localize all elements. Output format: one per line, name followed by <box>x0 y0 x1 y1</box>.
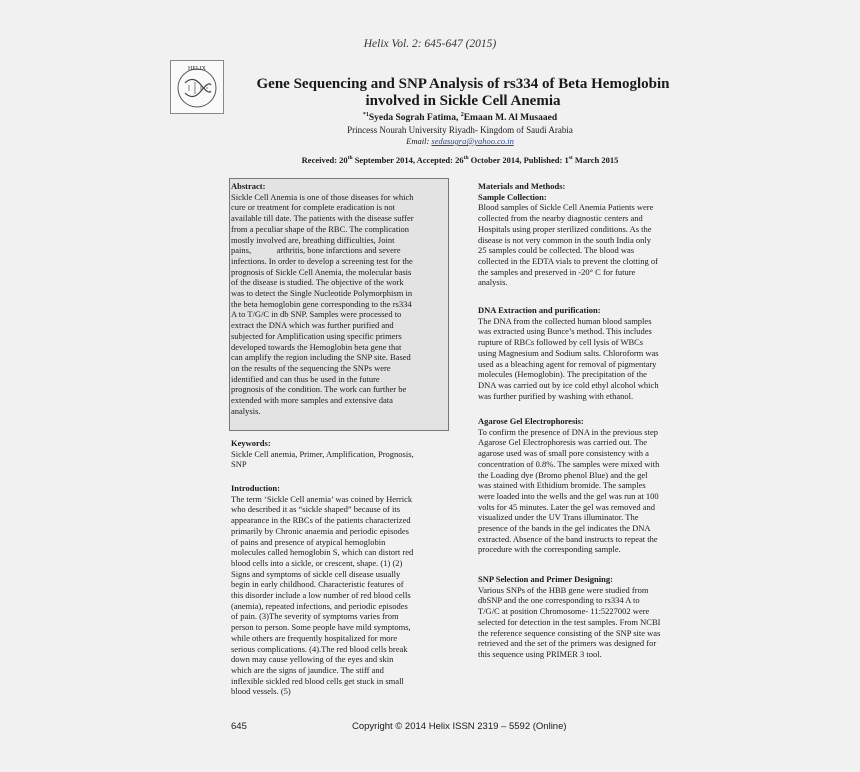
author-list <box>230 112 690 123</box>
dna-extraction-section <box>478 305 690 401</box>
intro-line: Signs and symptoms of sickle cell disease usually <box>231 568 401 579</box>
dna-line: used as a bleaching agent for removal of pigmentary <box>478 358 657 369</box>
introduction-heading: Introduction: <box>231 483 280 493</box>
abstract-line: can amplify the region including the SNP site. Based <box>231 352 411 363</box>
abstract-line: A to T/G/C in db SNP. Samples were processed to <box>231 309 402 320</box>
abstract-line: subjected for Amplification using specific primers <box>231 330 402 341</box>
keywords-line: SNP <box>231 459 247 470</box>
abstract-line: of the disease is studied. The objective of the work <box>231 277 404 288</box>
snp-line: T/G/C at position Chromosome- 11:5227002 were <box>478 606 650 617</box>
intro-line: serious complications. (4).The red blood cells break <box>231 643 408 654</box>
dna-line: DNA was carried out by ice cold ethyl alcohol which <box>478 379 659 390</box>
abstract-section <box>231 181 446 416</box>
snp-selection-section <box>478 574 690 660</box>
dna-line: was further purified by washing with ethanol. <box>478 390 634 401</box>
agarose-line: the Loading dye (Bromo phenol Blue) and the gel <box>478 469 648 480</box>
intro-line: which are the signs of jaundice. The stiff and <box>231 664 384 675</box>
affiliation: Princess Nourah University Riyadh- Kingdom of Saudi Arabia <box>347 125 573 135</box>
agarose-line: was stained with Ethidium bromide. The samples <box>478 480 646 491</box>
received-date-suffix: th <box>347 155 353 162</box>
snp-line: Various SNPs of the HBB gene were studied from <box>478 584 649 595</box>
abstract-line: infections. In order to develop a screening test for the <box>231 255 413 266</box>
journal-header: Helix Vol. 2: 645-647 (2015) <box>363 38 497 50</box>
snp-line: dbSNP and the one corresponding to rs334 A to <box>478 595 640 606</box>
intro-line: begin in early childhood. Characteristic features of <box>231 579 404 590</box>
intro-line: appearance in the RBCs of the patients characterized <box>231 515 411 526</box>
abstract-line: prognosis of the condition. The work can further be <box>231 384 407 395</box>
abstract-line: prognosis of Sickle Cell Anemia, the molecular basis <box>231 266 412 277</box>
page-number: 645 <box>231 721 247 732</box>
abstract-heading: Abstract: <box>231 181 266 191</box>
intro-line: The term ‘Sickle Cell anemia’ was coined by Herrick <box>231 493 413 504</box>
author1-affiliation-mark: *1 <box>362 112 369 118</box>
agarose-line: visualized under the UV Trans illuminator. The <box>478 512 639 523</box>
intro-line: this disorder include a low number of red blood cells <box>231 590 411 601</box>
sample-line: Blood samples of Sickle Cell Anemia Patients were <box>478 202 654 213</box>
abstract-line: analysis. <box>231 405 261 416</box>
dna-line: was extracted using Bunce’s method. This includes <box>478 326 652 337</box>
abstract-line: was to detect the Single Nucleotide Polymorphism in <box>231 288 413 299</box>
abstract-line: identified and can thus be used in the future <box>231 373 380 384</box>
dna-line: molecules (Hemoglobin). The precipitation of the <box>478 369 647 380</box>
abstract-line: extract the DNA which was further purified and <box>231 320 394 331</box>
helix-logo-icon <box>171 61 223 113</box>
agarose-line: Agarose Gel Electrophoresis was carried out. The <box>478 437 648 448</box>
abstract-line: mostly involved are, breathing difficulties, Joint <box>231 234 395 245</box>
intro-line: blood cells into a sickle, or crescent, shape. (1) (2) <box>231 557 403 568</box>
agarose-line: were loaded into the wells and the gel was run at 100 <box>478 490 659 501</box>
sample-line: collected from the nearby diagnostic centers and <box>478 213 643 224</box>
sample-line: 25 samples could be collected. The blood was <box>478 245 635 256</box>
introduction-section <box>231 483 446 697</box>
copyright-footer: Copyright © 2014 Helix ISSN 2319 – 5592 (Online) <box>352 721 567 732</box>
intro-line: down may cause yellowing of the eyes and skin <box>231 654 394 665</box>
title-line-2: involved in Sickle Cell Anemia <box>365 93 561 109</box>
accepted-date: September 2014, Accepted: 26 <box>352 155 464 165</box>
abstract-line: the beta hemoglobin gene corresponding to the rs334 <box>231 298 412 309</box>
published-date: October 2014, Published: 1 <box>468 155 569 165</box>
agarose-line: agarose used was of small pore consistency with a <box>478 448 649 459</box>
published-date-rest: March 2015 <box>572 155 619 165</box>
title-line-1: Gene Sequencing and SNP Analysis of rs334 of Beta Hemoglobin <box>256 76 670 92</box>
agarose-heading: Agarose Gel Electrophoresis: <box>478 416 584 426</box>
abstract-line: developed towards the Hemoglobin beta gene that <box>231 341 402 352</box>
email-link[interactable]: sedasugra@yahoo.co.in <box>431 136 514 146</box>
sample-line: disease is not very common in the south India only <box>478 234 652 245</box>
accepted-date-suffix: th <box>463 155 469 162</box>
email-line <box>230 136 690 146</box>
snp-line: selected for detection in the test samples. From NCBI <box>478 616 661 627</box>
intro-line: of pain. (3)The severity of symptoms varies from <box>231 611 399 622</box>
publication-dates <box>230 155 690 165</box>
snp-line: this sequence using PRIMER 3 tool. <box>478 648 602 659</box>
abstract-line: Sickle Cell Anemia is one of those diseases for which <box>231 191 414 202</box>
dna-line: using Magnesium and Sodium salts. Chloroform was <box>478 347 659 358</box>
author-1: Syeda Sograh Fatima, <box>368 113 461 124</box>
journal-logo <box>170 60 224 114</box>
author-2: Emaan M. Al Musaaed <box>463 113 558 124</box>
sample-line: the samples and preserved in -20° C for future <box>478 266 636 277</box>
sample-line: Hospitals using proper sterilized conditions. As the <box>478 223 652 234</box>
abstract-line: on the results of the sequencing the SNPs were <box>231 362 391 373</box>
intro-line: (anemia), repeated infections, and periodic episodes <box>231 600 408 611</box>
dna-line: The DNA from the collected human blood samples <box>478 315 652 326</box>
abstract-body <box>231 192 446 417</box>
intro-line: primarily by Chronic anaemia and periodic episodes <box>231 525 409 536</box>
agarose-line: presence of the bands in the gel indicates the DNA <box>478 523 651 534</box>
snp-line: retrieved and the set of the primers was designed for <box>478 638 657 649</box>
dna-extraction-heading: DNA Extraction and purification: <box>478 305 601 315</box>
agarose-line: volts for 45 minutes. Later the gel was removed and <box>478 501 656 512</box>
abstract-line: pains, arthritis, bone infarctions and severe <box>231 245 401 256</box>
agarose-section <box>478 416 690 555</box>
snp-selection-heading: SNP Selection and Primer Designing: <box>478 574 613 584</box>
agarose-line: extracted. Absence of the band instructs to repeat the <box>478 533 658 544</box>
intro-line: of pains and presence of atypical hemoglobin <box>231 536 386 547</box>
intro-line: molecules called hemoglobin S, which can distort red <box>231 547 414 558</box>
received-date: Received: 20 <box>301 155 348 165</box>
intro-line: person to person. Some people have mild symptoms, <box>231 622 411 633</box>
snp-line: the reference sequence consisting of the SNP site was <box>478 627 661 638</box>
intro-line: who described it as “sickle shaped” because of its <box>231 504 400 515</box>
author2-affiliation-mark: 2 <box>460 112 464 118</box>
keywords-heading: Keywords: <box>231 438 271 448</box>
abstract-line: from a peculiar shape of the RBC. The complication <box>231 223 410 234</box>
sample-line: collected in the EDTA vials to prevent the clotting of <box>478 255 658 266</box>
sample-collection-heading: Sample Collection: <box>478 191 547 202</box>
agarose-line: procedure with the corresponding sample. <box>478 544 621 555</box>
intro-line: blood vessels. (5) <box>231 686 291 697</box>
methods-heading: Materials and Methods: <box>478 181 566 191</box>
svg-text:HELIX: HELIX <box>188 66 206 72</box>
intro-line: inflexible sickled red blood cells get stuck in small <box>231 675 404 686</box>
keywords-line: Sickle Cell anemia, Primer, Amplification, Prognosis, <box>231 448 414 459</box>
agarose-line: To confirm the presence of DNA in the previous step <box>478 426 658 437</box>
paper-title <box>228 76 698 110</box>
intro-line: while others are frequently hospitalized for more <box>231 632 398 643</box>
abstract-line: available till date. The patients with the disease suffer <box>231 213 414 224</box>
published-date-suffix: st <box>568 155 573 162</box>
abstract-line: cure or treatment for complete eradication is not <box>231 202 396 213</box>
dna-line: rupture of RBCs followed by cell lysis of WBCs <box>478 337 644 348</box>
abstract-line: extended with more samples and extensive data <box>231 395 393 406</box>
sample-line: analysis. <box>478 277 508 288</box>
agarose-line: concentration of 0.8%. The samples were mixed with <box>478 458 660 469</box>
methods-section <box>478 181 690 288</box>
keywords-section <box>231 438 446 470</box>
email-label: Email: <box>406 136 432 146</box>
